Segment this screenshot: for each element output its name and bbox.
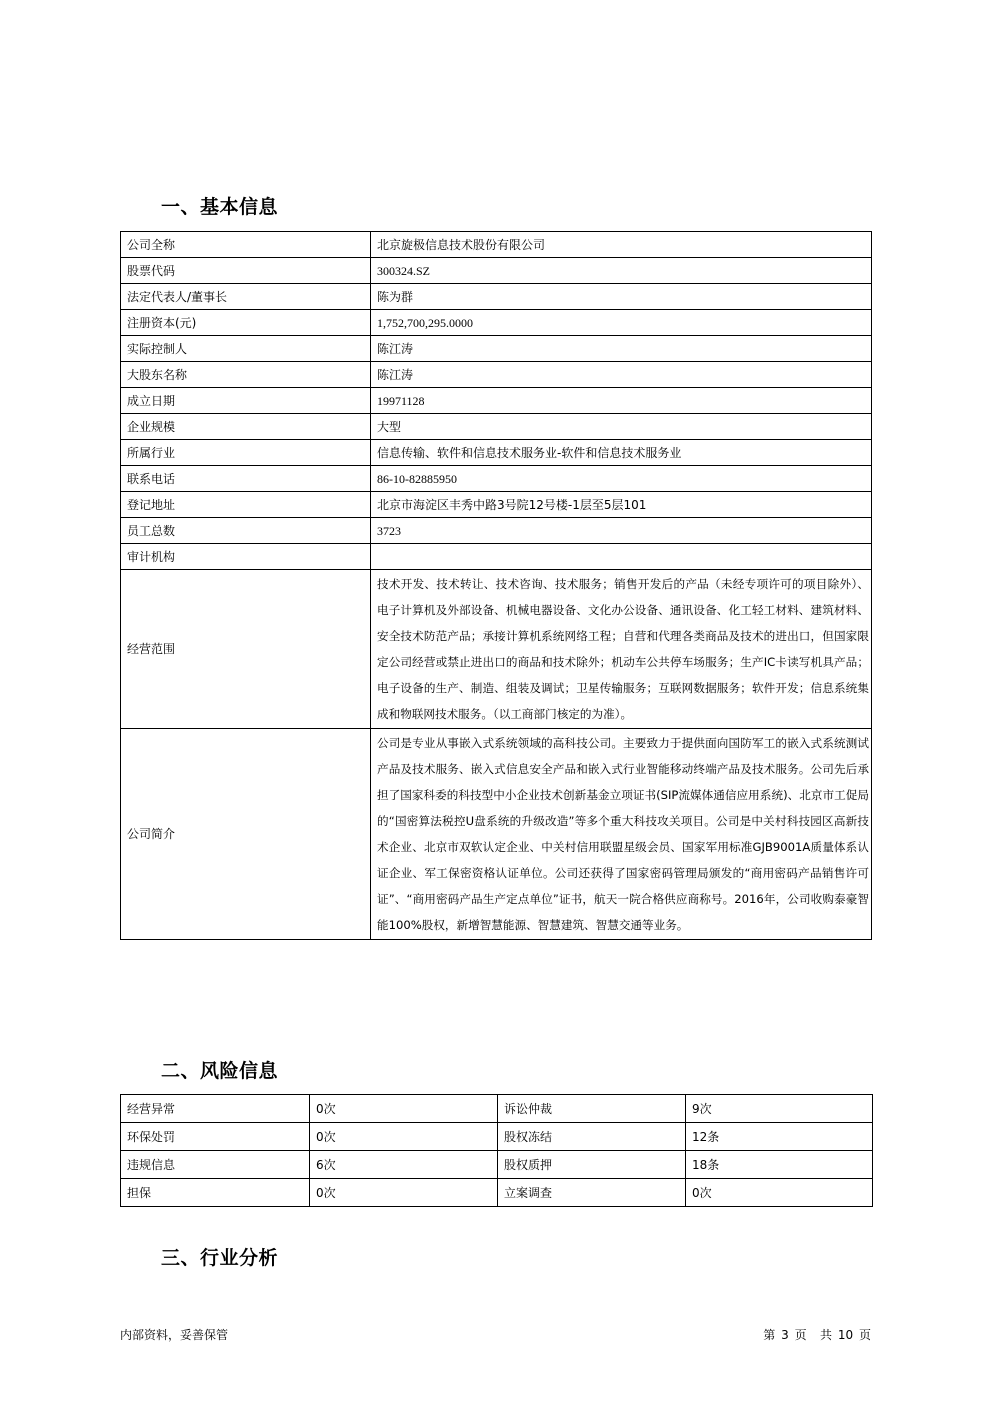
basic-info-label: 所属行业 xyxy=(121,440,371,466)
basic-info-row xyxy=(121,284,872,310)
basic-info-row xyxy=(121,232,872,258)
basic-info-row xyxy=(121,544,872,570)
risk-info-row xyxy=(121,1151,873,1179)
company-intro-row xyxy=(121,729,872,940)
section-title-industry: 三、行业分析 xyxy=(161,1247,279,1269)
footer-page-number xyxy=(762,1326,872,1343)
risk-value: 0次 xyxy=(310,1095,498,1123)
basic-info-row xyxy=(121,388,872,414)
business-scope-label: 经营范围 xyxy=(121,570,371,729)
business-scope-text: 技术开发、技术转让、技术咨询、技术服务；销售开发后的产品（未经专项许可的项目除外）、电子计算机及外部设备、机械电器设备、文化办公设备、通讯设备、化工轻工材料、建筑材料、安全技术防范产品；承接计算机系统网络工程；自营和代理各类商品及技术的进出口，但国家限定公司经营或禁止进出口的商品和技术除外；机动车公共停车场服务；生产IC卡读写机具产品；电子设备的生产、制造、组装及调试；卫星传输服务；互联网数据服务；软件开发；信息系统集成和物联网技术服务。（以工商部门核定的为准）。 xyxy=(371,570,872,729)
basic-info-value: 大型 xyxy=(371,414,872,440)
page-unit: 页 xyxy=(794,1328,807,1342)
risk-info-row xyxy=(121,1179,873,1207)
basic-info-table xyxy=(120,231,872,940)
basic-info-value xyxy=(371,544,872,570)
basic-info-label: 注册资本(元) xyxy=(121,310,371,336)
basic-info-value: 陈江涛 xyxy=(371,336,872,362)
company-intro-label: 公司简介 xyxy=(121,729,371,940)
risk-value: 9次 xyxy=(686,1095,873,1123)
basic-info-label: 企业规模 xyxy=(121,414,371,440)
risk-label: 股权质押 xyxy=(498,1151,686,1179)
basic-info-value: 86-10-82885950 xyxy=(371,466,872,492)
basic-info-value: 19971128 xyxy=(371,388,872,414)
basic-info-row xyxy=(121,466,872,492)
page-prefix: 第 xyxy=(763,1328,776,1342)
risk-value: 6次 xyxy=(310,1151,498,1179)
basic-info-value: 1,752,700,295.0000 xyxy=(371,310,872,336)
basic-info-value: 北京市海淀区丰秀中路3号院12号楼-1层至5层101 xyxy=(371,492,872,518)
risk-label: 违规信息 xyxy=(121,1151,310,1179)
basic-info-label: 登记地址 xyxy=(121,492,371,518)
basic-info-value: 陈为群 xyxy=(371,284,872,310)
total-unit: 页 xyxy=(858,1328,871,1342)
footer-confidential-note: 内部资料，妥善保管 xyxy=(120,1328,229,1342)
basic-info-row xyxy=(121,310,872,336)
risk-value: 0次 xyxy=(310,1179,498,1207)
basic-info-label: 员工总数 xyxy=(121,518,371,544)
risk-label: 股权冻结 xyxy=(498,1123,686,1151)
basic-info-row xyxy=(121,518,872,544)
basic-info-row xyxy=(121,258,872,284)
business-scope-row xyxy=(121,570,872,729)
basic-info-label: 法定代表人/董事长 xyxy=(121,284,371,310)
risk-label: 诉讼仲裁 xyxy=(498,1095,686,1123)
risk-label: 环保处罚 xyxy=(121,1123,310,1151)
risk-info-table xyxy=(120,1094,873,1207)
page-current: 3 xyxy=(781,1328,789,1342)
risk-info-row xyxy=(121,1095,873,1123)
basic-info-row xyxy=(121,492,872,518)
basic-info-label: 实际控制人 xyxy=(121,336,371,362)
basic-info-value: 300324.SZ xyxy=(371,258,872,284)
risk-value: 0次 xyxy=(310,1123,498,1151)
basic-info-row xyxy=(121,414,872,440)
basic-info-label: 审计机构 xyxy=(121,544,371,570)
risk-value: 12条 xyxy=(686,1123,873,1151)
basic-info-label: 公司全称 xyxy=(121,232,371,258)
section-title-risk: 二、风险信息 xyxy=(161,1060,279,1082)
basic-info-value: 北京旋极信息技术股份有限公司 xyxy=(371,232,872,258)
basic-info-value: 3723 xyxy=(371,518,872,544)
basic-info-row xyxy=(121,440,872,466)
risk-value: 18条 xyxy=(686,1151,873,1179)
basic-info-label: 股票代码 xyxy=(121,258,371,284)
risk-label: 经营异常 xyxy=(121,1095,310,1123)
company-intro-text: 公司是专业从事嵌入式系统领域的高科技公司。主要致力于提供面向国防军工的嵌入式系统测试产品及技术服务、嵌入式信息安全产品和嵌入式行业智能移动终端产品及技术服务。公司先后承担了国家科委的科技型中小企业技术创新基金立项证书(SIP流媒体通信应用系统)、北京市工促局的“国密算法税控U盘系统的升级改造”等多个重大科技攻关项目。公司是中关村科技园区高新技术企业、北京市双软认定企业、中关村信用联盟星级会员、国家军用标准GJB9001A质量体系认证企业、军工保密资格认证单位。公司还获得了国家密码管理局颁发的“商用密码产品销售许可证”、“商用密码产品生产定点单位”证书，航天一院合格供应商称号。2016年，公司收购泰豪智能100%股权，新增智慧能源、智慧建筑、智慧交通等业务。 xyxy=(371,729,872,940)
basic-info-row xyxy=(121,362,872,388)
basic-info-label: 成立日期 xyxy=(121,388,371,414)
basic-info-label: 大股东名称 xyxy=(121,362,371,388)
section-title-basic: 一、基本信息 xyxy=(161,196,279,218)
risk-label: 立案调查 xyxy=(498,1179,686,1207)
basic-info-value: 信息传输、软件和信息技术服务业-软件和信息技术服务业 xyxy=(371,440,872,466)
risk-info-row xyxy=(121,1123,873,1151)
total-prefix: 共 xyxy=(820,1328,833,1342)
basic-info-value: 陈江涛 xyxy=(371,362,872,388)
basic-info-row xyxy=(121,336,872,362)
page-total: 10 xyxy=(837,1328,854,1342)
risk-value: 0次 xyxy=(686,1179,873,1207)
risk-label: 担保 xyxy=(121,1179,310,1207)
basic-info-label: 联系电话 xyxy=(121,466,371,492)
